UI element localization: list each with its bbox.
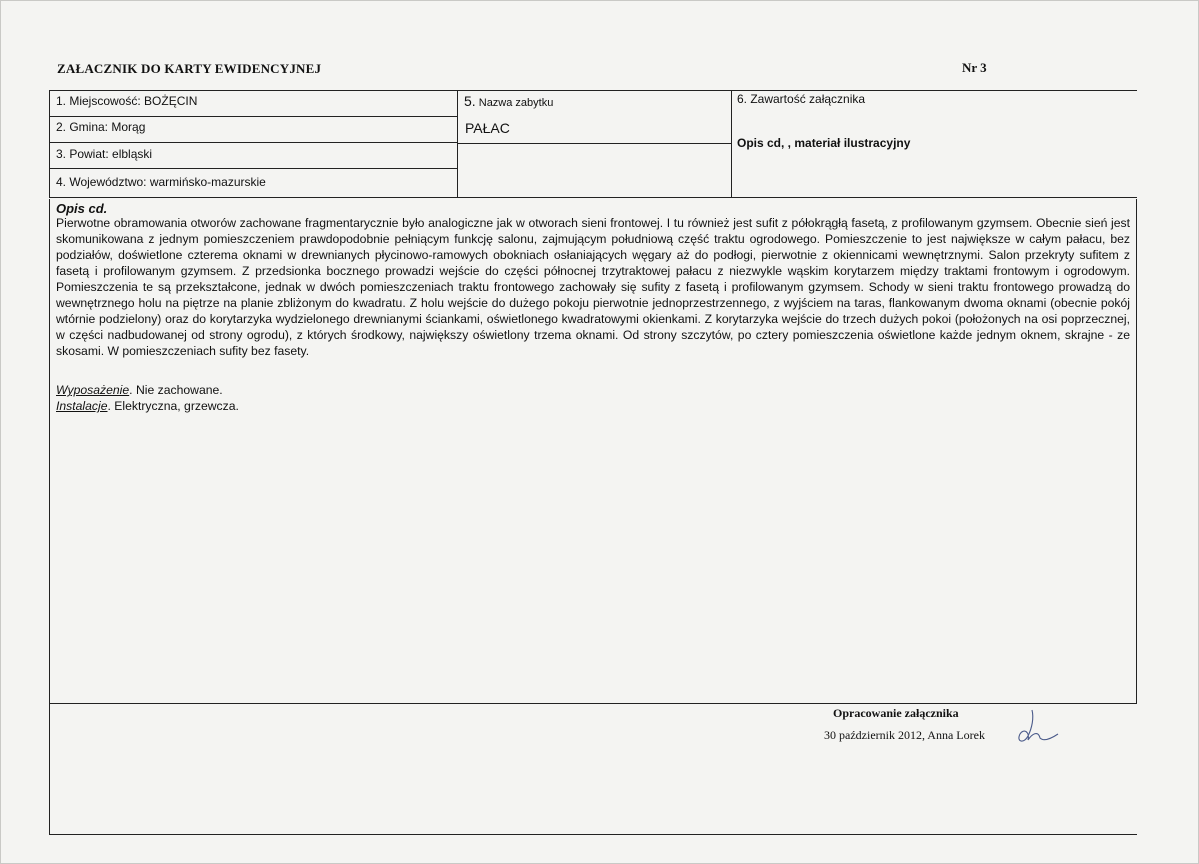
instalacje-value: . Elektryczna, grzewcza. bbox=[107, 399, 239, 413]
footer-bottom-border bbox=[49, 834, 1137, 835]
wyposazenie-value: . Nie zachowane. bbox=[129, 383, 223, 397]
field-zawartosc-label: 6. Zawartość załącznika bbox=[737, 92, 866, 106]
description-body: Pierwotne obramowania otworów zachowane fragmentarycznie było analogiczne jak w otworach sieni frontowej. I tu również jest sufit z półokrągłą fasetą, z profilowanym gzymsem. Obecnie sień jest skomunikowana z jednym pomieszczeniem prawdopodobnie pełniącym funkcję salonu, zajmującym południową część traktu ogrodowego. Pomieszczenie to jest największe w całym pałacu, bez podziałów, doświetlone czterema oknami w drewnianych płycinowo-ramowych obokniach osłaniających węgary aż do podłogi, pierwotnie z okiennicami wewnętrznymi. Salon przekryty sufitem z fasetą i profilowanym gzymsem. Z przedsionka bocznego prowadzi wejście do części północnej trzytraktowej pałacu z niezwykle wąskim korytarzem między traktami frontowym i ogrodowym. Pomieszczenia te są przekształcone, jednak w dwóch pomieszczeniach traktu frontowego zachowały się sufity z fasetą i profilowanym gzymsem. Schody w sieni traktu frontowego prowadzą do wewnętrznego holu na piętrze na planie zbliżonym do kwadratu. Z holu wejście do dużego pokoju pierwotnie jednoprzestrzennego, z wyjściem na taras, flankowanym dwoma oknami (obecnie pokój wtórnie podzielony) oraz do korytarzyka wydzielonego drewnianymi ściankami, oświetlonego kwadratowymi okienkami. Z korytarzyka wejście do trzech dużych pokoi (położonych na osi poprzecznej, w części nadbudowanej od strony ogrodu), z których środkowy, największy oświetlony trzema oknami. Od strony szczytów, po cztery pomieszczenia oświetlone każde jednym oknem, skrajne - ze skosami. W pomieszczeniach sufity bez fasety. bbox=[56, 216, 1130, 358]
name-column bbox=[457, 91, 732, 197]
description-heading: Opis cd. bbox=[56, 201, 108, 216]
description-box bbox=[49, 199, 1137, 704]
field-nazwa-text: Nazwa zabytku bbox=[478, 97, 554, 109]
field-miejscowosc: 1. Miejscowość: BOŻĘCIN bbox=[50, 91, 458, 117]
field-wojewodztwo: 4. Województwo: warmińsko-mazurskie bbox=[56, 175, 266, 189]
instalacje-label: Instalacje bbox=[56, 399, 108, 413]
contents-column bbox=[731, 91, 1138, 197]
footer-title: Opracowanie załącznika bbox=[833, 706, 959, 720]
field-gmina: 2. Gmina: Morąg bbox=[50, 117, 458, 143]
footer-left-border bbox=[49, 704, 50, 834]
document-title: ZAŁACZNIK DO KARTY EWIDENCYJNEJ bbox=[57, 61, 322, 76]
wyposazenie-label: Wyposażenie bbox=[56, 383, 130, 397]
instalacje-line bbox=[56, 398, 239, 414]
divider bbox=[458, 143, 732, 144]
location-column bbox=[49, 91, 458, 197]
field-powiat: 3. Powiat: elbląski bbox=[50, 143, 458, 169]
signature-icon bbox=[1012, 708, 1062, 748]
field-nazwa-label bbox=[464, 93, 553, 109]
wyposazenie-line bbox=[56, 382, 239, 398]
field-nazwa-number: 5. bbox=[464, 93, 476, 109]
document-number: Nr 3 bbox=[962, 60, 987, 75]
info-grid bbox=[49, 90, 1137, 198]
description-extras bbox=[56, 382, 239, 414]
footer-date-author: 30 październik 2012, Anna Lorek bbox=[824, 728, 985, 742]
field-nazwa-value: PAŁAC bbox=[465, 120, 510, 136]
field-zawartosc-value: Opis cd, , materiał ilustracyjny bbox=[737, 136, 911, 150]
